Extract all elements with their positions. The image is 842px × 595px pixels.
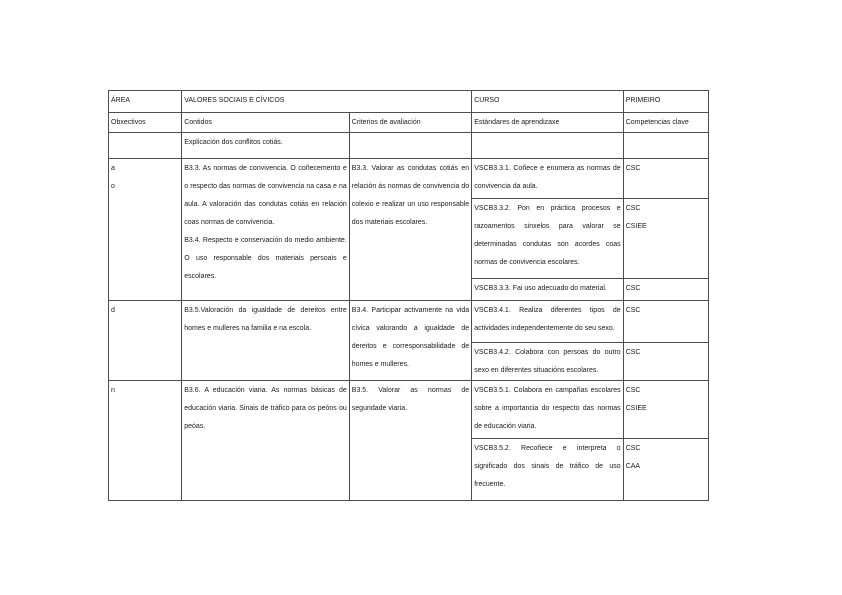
document-page bbox=[108, 90, 709, 501]
criteria-cell: B3.4. Participar activamente na vida cívica valorando a igualdade de dereitos e corresponsabilidade de homes e mulleres. bbox=[349, 301, 471, 381]
criteria-cell bbox=[349, 133, 471, 159]
table-row bbox=[109, 381, 709, 439]
standard-cell: VSCB3.4.2. Colabora con persoas do outro sexo en diferentes situacións escolares. bbox=[472, 343, 624, 381]
header-row bbox=[109, 91, 709, 113]
competences-cell bbox=[623, 343, 708, 381]
competence-code: CSIEE bbox=[625, 405, 647, 412]
curriculum-table bbox=[108, 90, 709, 501]
competences-cell bbox=[623, 133, 708, 159]
content-item: B3.3. As normas de convivencia. O coñecemento e o respecto das normas de convivencia na casa e na aula. A valoración das condutas cotiás en relación coas normas de convivencia. bbox=[184, 165, 347, 226]
competence-code: CSIEE bbox=[625, 223, 647, 230]
objective-code: n bbox=[111, 387, 115, 394]
competence-code: CSC bbox=[625, 445, 641, 452]
col-header-competences: Competencias clave bbox=[623, 113, 708, 133]
contents-cell: B3.5.Valoración da igualdade de dereitos entre homes e mulleres na familia e na escola. bbox=[182, 301, 350, 381]
contents-cell: Explicación dos conflitos cotiás. bbox=[182, 133, 350, 159]
area-label: ÁREA bbox=[109, 91, 182, 113]
standards-cell bbox=[472, 133, 624, 159]
standard-cell: VSCB3.3.3. Fai uso adecuado do material. bbox=[472, 279, 624, 301]
objectives-cell bbox=[109, 133, 182, 159]
course-label: CURSO bbox=[472, 91, 624, 113]
competence-code: CSC bbox=[625, 205, 641, 212]
area-value: VALORES SOCIAIS E CÍVICOS bbox=[182, 91, 472, 113]
col-header-criteria: Criterios de avaliación bbox=[349, 113, 471, 133]
contents-cell: B3.6. A educación viaria. As normas básicas de educación viaria. Sinais de tráfico para os peóns ou peóas. bbox=[182, 381, 350, 501]
competences-cell bbox=[623, 279, 708, 301]
standard-cell: VSCB3.3.1. Coñece e enumera as normas de convivencia da aula. bbox=[472, 159, 624, 199]
competences-cell bbox=[623, 159, 708, 199]
objectives-cell bbox=[109, 159, 182, 301]
criteria-cell: B3.3. Valorar as condutas cotiás en relación ás normas de convivencia do colexio e realizar un uso responsable dos materiais escolares. bbox=[349, 159, 471, 301]
table-row bbox=[109, 159, 709, 199]
objectives-cell bbox=[109, 301, 182, 381]
competences-cell bbox=[623, 439, 708, 501]
competences-cell bbox=[623, 301, 708, 343]
col-header-contents: Contidos bbox=[182, 113, 350, 133]
competences-cell bbox=[623, 381, 708, 439]
column-header-row bbox=[109, 113, 709, 133]
standard-cell: VSCB3.5.1. Colabora en campañas escolares sobre a importancia do respecto das normas de educación viaria. bbox=[472, 381, 624, 439]
objectives-cell bbox=[109, 381, 182, 501]
competence-code: CSC bbox=[625, 285, 641, 292]
competence-code: CAA bbox=[625, 463, 641, 470]
objective-code: d bbox=[111, 307, 115, 314]
standard-cell: VSCB3.5.2. Recoñece e interpreta o significado dos sinais de tráfico de uso frecuente. bbox=[472, 439, 624, 501]
competence-code: CSC bbox=[625, 307, 641, 314]
col-header-standards: Estándares de aprendizaxe bbox=[472, 113, 624, 133]
criteria-cell: B3.5. Valorar as normas de seguridade viaria. bbox=[349, 381, 471, 501]
course-value: PRIMEIRO bbox=[623, 91, 708, 113]
competences-cell bbox=[623, 199, 708, 279]
competence-code: CSC bbox=[625, 349, 641, 356]
content-item: B3.4. Respecto e conservación do medio ambiente. O uso responsable dos materiais persoais e escolares. bbox=[184, 237, 347, 280]
col-header-objectives: Obxectivos bbox=[109, 113, 182, 133]
competence-code: CSC bbox=[625, 165, 641, 172]
competence-code: CSC bbox=[625, 387, 641, 394]
contents-cell bbox=[182, 159, 350, 301]
table-row bbox=[109, 133, 709, 159]
standard-cell: VSCB3.4.1. Realiza diferentes tipos de actividades independentemente do seu sexo. bbox=[472, 301, 624, 343]
objective-code: o bbox=[111, 183, 115, 190]
table-row bbox=[109, 301, 709, 343]
objective-code: a bbox=[111, 165, 115, 172]
standard-cell: VSCB3.3.2. Pon en práctica procesos e razoamentos sinxelos para valorar se determinadas condutas son acordes coas normas de convivencia escolares. bbox=[472, 199, 624, 279]
